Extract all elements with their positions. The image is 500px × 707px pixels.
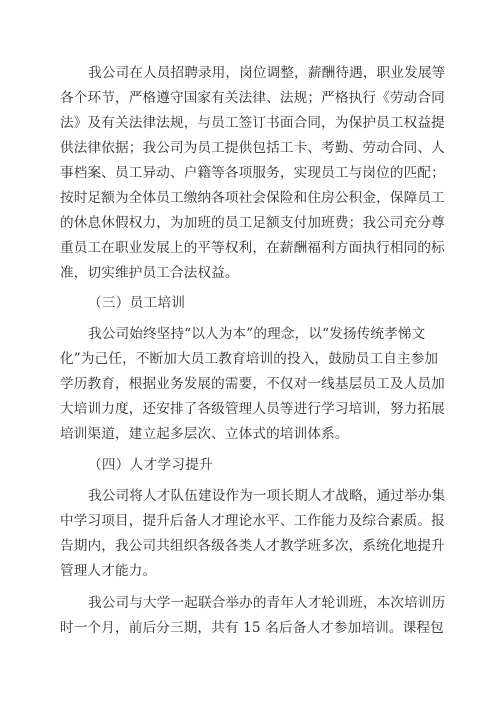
paragraph-line: 时一个月，前后分三期，共有 15 名后备人才参加培训。课程包 [60, 620, 444, 636]
section-heading: （四）人才学习提升 [88, 457, 214, 473]
paragraph-line: 的休息休假权力，为加班的员工足额支付加班费；我公司充分尊 [60, 215, 445, 231]
paragraph-line: 供法律依据；我公司为员工提供包括工卡、考勤、劳动合同、人 [60, 140, 445, 156]
paragraph-line: 中学习项目，提升后备人才理论水平、工作能力及综合素质。报 [60, 513, 445, 529]
section-heading: （三）员工培训 [88, 295, 186, 311]
paragraph-line: 大培训力度，还安排了各级管理人员等进行学习培训，努力拓展 [60, 401, 445, 417]
paragraph-line: 重员工在职业发展上的平等权利，在薪酬福利方面执行相同的标 [60, 240, 445, 256]
paragraph-line: 准，切实维护员工合法权益。 [60, 265, 239, 281]
paragraph-line: 学历教育，根据业务发展的需要，不仅对一线基层员工及人员加 [60, 376, 445, 392]
paragraph-line: 告期内，我公司共组织各级各类人才教学班多次，系统化地提升 [60, 538, 445, 554]
paragraph-line: 法》及有关法律法规，与员工签订书面合同，为保护员工权益提 [60, 115, 445, 131]
paragraph-line: 我公司与大学一起联合举办的青年人才轮训班，本次培训历 [88, 595, 446, 611]
paragraph-line: 按时足额为全体员工缴纳各项社会保险和住房公积金，保障员工 [60, 190, 445, 206]
paragraph-line: 我公司始终坚持“以人为本”的理念，以“发扬传统孝悌文 [88, 326, 426, 342]
paragraph-line: 我公司在人员招聘录用，岗位调整，薪酬待遇，职业发展等 [88, 65, 446, 81]
paragraph-line: 管理人才能力。 [60, 563, 157, 579]
paragraph-line: 事档案、员工异动、户籍等各项服务，实现员工与岗位的匹配； [60, 165, 445, 181]
paragraph-line: 化”为己任，不断加大员工教育培训的投入，鼓励员工自主参加 [60, 351, 439, 367]
paragraph-line: 我公司将人才队伍建设作为一项长期人才战略，通过举办集 [88, 488, 446, 504]
paragraph-line: 培训渠道，建立起多层次、立体式的培训体系。 [60, 426, 349, 442]
paragraph-line: 各个环节，严格遵守国家有关法律、法规；严格执行《劳动合同 [60, 90, 445, 106]
